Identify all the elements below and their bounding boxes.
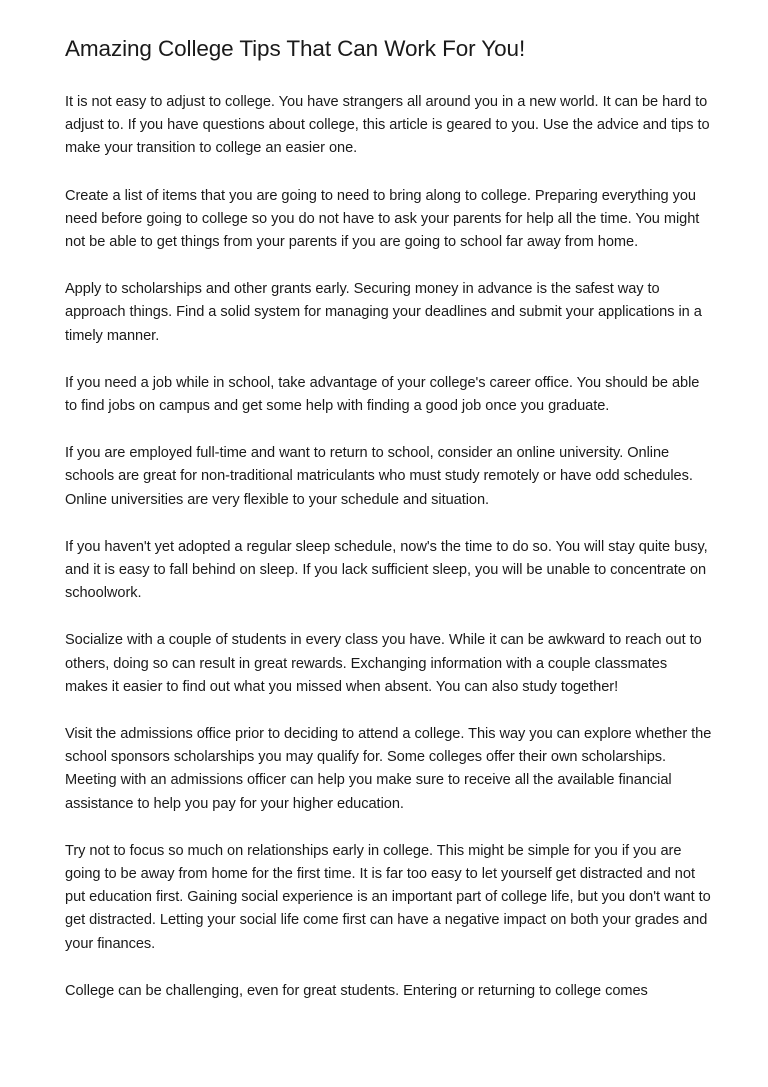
paragraph-socialize: Socialize with a couple of students in every class you have. While it can be awkward to reach out to others, doing so can result in great rewards. Exchanging information with a couple classmates makes it easier to find out what you missed when absent. You can also study together!	[65, 632, 702, 695]
paragraph-packing-list: Create a list of items that you are going to need to bring along to college. Preparing everything you need before going to college so you do not have to ask your parents for help all the time. You might not be able to get things from your parents if you are going to school far away from home.	[65, 187, 700, 251]
paragraph-online-university: If you are employed full-time and want to return to school, consider an online university. Online schools are great for non-traditional matriculants who must study remotely or have odd schedules. Online universities are very flexible to your schedule and situation.	[65, 445, 693, 508]
paragraph-relationships: Try not to focus so much on relationships early in college. This might be simple for you if you are going to be away from home for the first time. It is far too easy to let yourself get distracted and not put education first. Gaining social experience is an important part of college life, but you don't want to get distracted. Letting your social life come first can have a negative impact on both your grades and your finances.	[65, 842, 711, 952]
paragraph-career-office: If you need a job while in school, take advantage of your college's career office. You should be able to find jobs on campus and get some help with finding a good job once you graduate.	[65, 374, 700, 415]
paragraph-scholarships: Apply to scholarships and other grants early. Securing money in advance is the safest way to approach things. Find a solid system for managing your deadlines and submit your applications in a timely manner.	[65, 281, 702, 344]
paragraph-adjusting-to-college: It is not easy to adjust to college. You have strangers all around you in a new world. It can be hard to adjust to. If you have questions about college, this article is geared to you. Use the advice and tips to make your transition to college an easier one.	[65, 94, 710, 157]
paragraph-challenging: College can be challenging, even for great students. Entering or returning to college comes	[65, 982, 648, 999]
paragraph-admissions-office: Visit the admissions office prior to deciding to attend a college. This way you can explore whether the school sponsors scholarships you may qualify for. Some colleges offer their own scholarships. Meeting with an admissions officer can help you make sure to receive all the available financial assistance to help you pay for your higher education.	[65, 726, 712, 812]
page-title: Amazing College Tips That Can Work For You!	[65, 36, 526, 61]
paragraph-sleep-schedule: If you haven't yet adopted a regular sleep schedule, now's the time to do so. You will stay quite busy, and it is easy to fall behind on sleep. If you lack sufficient sleep, you will be unable to concentrate on schoolwork.	[65, 538, 708, 602]
